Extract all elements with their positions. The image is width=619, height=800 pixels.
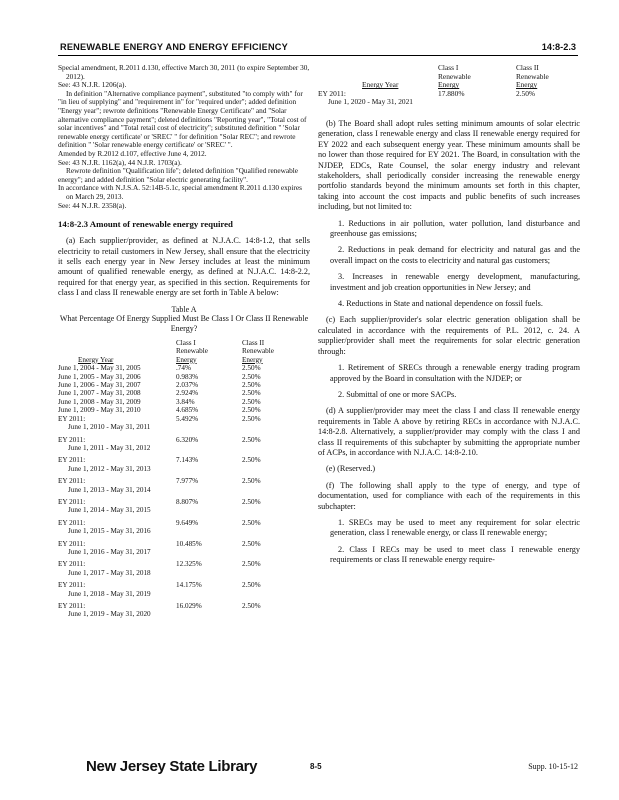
table-cell-class2: 2.50%: [242, 581, 261, 590]
table-cell-year-range: June 1, 2017 - May 31, 2018: [68, 568, 151, 577]
history-note: Special amendment, R.2011 d.130, effective March 30, 2011 (to expire September 30, 2012).: [58, 63, 310, 81]
table-row: [58, 498, 310, 506]
table-b-header-class2: Renewable: [516, 71, 549, 81]
table-a-header-row: [58, 356, 310, 364]
table-cell-class2: 2.50%: [242, 414, 261, 423]
table-cell-class1: 7.977%: [176, 477, 199, 486]
table-cell-class1: 10.485%: [176, 539, 202, 548]
table-row: [58, 415, 310, 423]
table-cell-class2: 2.50%: [242, 497, 261, 506]
table-cell-year: EY 2011:: [58, 560, 86, 569]
table-cell-class2: 2.50%: [516, 88, 536, 98]
table-cell-year: June 1, 2007 - May 31, 2008: [58, 389, 141, 398]
table-cell-year: EY 2011:: [58, 539, 86, 548]
table-row: [58, 398, 310, 406]
table-a: [58, 339, 310, 623]
table-cell-class2: 2.50%: [242, 381, 261, 390]
table-cell-year-range: June 1, 2013 - May 31, 2014: [68, 485, 151, 494]
header-title: RENEWABLE ENERGY AND ENERGY EFFICIENCY: [60, 42, 288, 52]
table-a-header-row: [58, 347, 310, 355]
table-row: [58, 364, 310, 372]
table-cell-class1: 4.685%: [176, 406, 199, 415]
list-item: 1. Reductions in air pollution, water pollution, land disturbance and greenhouse gas emissions;: [330, 218, 580, 239]
table-cell-class1: 8.807%: [176, 497, 199, 506]
table-row: [58, 423, 310, 435]
table-cell-class2: 2.50%: [242, 518, 261, 527]
table-cell-class1: 3.84%: [176, 397, 195, 406]
table-cell-class1: 2.924%: [176, 389, 199, 398]
table-cell-class1: 16.029%: [176, 602, 202, 610]
table-cell-class2: 2.50%: [242, 397, 261, 406]
table-cell-class2: 2.50%: [242, 406, 261, 415]
table-cell-class1: 6.320%: [176, 435, 199, 444]
table-cell-class2: 2.50%: [242, 539, 261, 548]
paragraph-d: (d) A supplier/provider may meet the class I and class II renewable energy requirements in Table A above by retiring RECs in accordance with N.J.A.C. 14:8-2.8. Alternatively, a supplier/provider may comply with the class I and class II requirements of this subchapter by submitting the appropriate number of ACPs, in accordance with N.J.A.C. 14:8-2.10.: [318, 406, 580, 457]
table-cell-year-range: June 1, 2019 - May 31, 2020: [68, 610, 151, 619]
library-watermark: New Jersey State Library: [86, 758, 258, 775]
table-a-continued: [318, 64, 580, 107]
table-cell-class1: 0.983%: [176, 372, 199, 381]
paragraph-f: (f) The following shall apply to the type of energy, and type of documentation, used for compliance with each of the requirements in this subchapter:: [318, 480, 580, 511]
table-cell-year-range: June 1, 2016 - May 31, 2017: [68, 547, 151, 556]
list-item: 2. Class I RECs may be used to meet class I renewable energy requirements or class II renewable energy require-: [330, 544, 580, 565]
table-cell-year-range: June 1, 2011 - May 31, 2012: [68, 443, 151, 452]
history-note: In accordance with N.J.S.A. 52:14B-5.1c, special amendment R.2011 d.130 expires on March 29, 2013.: [58, 183, 302, 201]
right-body: [318, 119, 580, 566]
table-row: [318, 98, 580, 107]
table-cell-class1: 7.143%: [176, 456, 199, 465]
table-row: [58, 610, 310, 622]
table-row: [58, 436, 310, 444]
table-cell-year: EY 2011:: [58, 581, 86, 590]
table-a-header-class2: Energy: [242, 355, 263, 364]
table-row: [58, 456, 310, 464]
table-cell-class2: 2.50%: [242, 435, 261, 444]
table-cell-class1: 14.175%: [176, 581, 202, 590]
table-b-header-class2: Energy: [516, 80, 538, 90]
table-a-header-class2: Renewable: [242, 347, 274, 356]
table-cell-class2: 2.50%: [242, 364, 261, 373]
list-item: 2. Reductions in peak demand for electricity and natural gas and the overall impact on the costs to electricity and natural gas customers;: [330, 245, 580, 265]
running-header: [58, 42, 578, 56]
list-item: 1. SRECs may be used to meet any requirement for solar electric generation, class I renewable energy, or class II renewable energy;: [330, 517, 580, 538]
table-cell-year: June 1, 2004 - May 31, 2005: [58, 364, 141, 373]
table-row: [58, 560, 310, 568]
table-cell-year: EY 2011:: [58, 456, 86, 465]
table-b-header-class2: Class II: [516, 63, 539, 72]
table-cell-year: EY 2011:: [58, 435, 86, 444]
table-cell-class2: 2.50%: [242, 560, 261, 569]
table-row: [58, 506, 310, 518]
left-column: [58, 64, 310, 623]
table-cell-year-range: June 1, 2012 - May 31, 2013: [68, 464, 151, 473]
table-row: [58, 569, 310, 581]
paragraph-c: (c) Each supplier/provider's solar electric generation obligation shall be calculated in accordance with the requirements of P.L. 2012, c. 24. A supplier/provider shall meet the requirements for solar electric generation through:: [318, 315, 580, 356]
list-item: 2. Submittal of one or more SACPs.: [338, 389, 457, 399]
table-row: [58, 548, 310, 560]
table-a-header-class1: Class I: [176, 339, 196, 348]
table-cell-year-range: June 1, 2014 - May 31, 2015: [68, 506, 151, 515]
history-note: Amended by R.2012 d.107, effective June 4, 2012.: [58, 148, 207, 158]
table-a-header-row: [58, 339, 310, 347]
history-notes: [58, 64, 310, 210]
history-note: Rewrote definition "Qualification life"; deleted definition "Qualified renewable energy"; and added definition "Solar electric generating facility".: [58, 166, 299, 184]
history-note: See: 43 N.J.R. 1162(a), 44 N.J.R. 1703(a).: [58, 157, 182, 167]
table-row: [58, 590, 310, 602]
table-cell-class1: 2.037%: [176, 381, 199, 390]
list-item: 4. Reductions in State and national dependence on fossil fuels.: [338, 299, 543, 309]
section-body: [58, 236, 310, 298]
table-row: [58, 444, 310, 456]
table-a-header-year: Energy Year: [78, 355, 114, 364]
table-cell-class2: 2.50%: [242, 389, 261, 398]
page-footer: [58, 756, 578, 780]
history-note: See: 43 N.J.R. 1206(a).: [58, 80, 127, 90]
table-row: [58, 519, 310, 527]
table-b-header-class1: Renewable: [438, 71, 471, 81]
table-a-caption: [58, 305, 310, 334]
table-row: [58, 540, 310, 548]
table-cell-year: EY 2011:: [58, 477, 86, 486]
table-cell-year: EY 2011:: [58, 497, 86, 506]
table-cell-class1: 12.325%: [176, 560, 202, 569]
table-row: [58, 477, 310, 485]
table-cell-class2: 2.50%: [242, 477, 261, 486]
table-row: [58, 381, 310, 389]
table-cell-class2: 2.50%: [242, 456, 261, 465]
table-a-title: What Percentage Of Energy Supplied Must Be Class I Or Class II Renewable Energy?: [59, 314, 309, 333]
table-cell-year: EY 2011:: [58, 602, 86, 610]
table-cell-class1: 17.880%: [438, 88, 465, 98]
list-item: 1. Retirement of SRECs through a renewable energy trading program approved by the Board in consultation with the NJDEP; or: [330, 363, 580, 383]
table-a-header-class1: Energy: [176, 355, 197, 364]
table-row: [58, 389, 310, 397]
history-note: In definition "Alternative compliance payment", substituted "to comply with" for "in lieu of supplying" and "requirement in" for "required under"; added definition "Energy year"; rewrote definitions "Renewable Energy Certificate" and "Solar alternative compliance payment"; deleted definitions "Reporting year", "Total cost of solar incentives" and "Total retail cost of electricity"; substituted definition " 'Solar renewable energy certificate' or 'SREC' " for definition "Solar REC"; and rewrote definition " 'Solar renewable energy certificate' or 'SREC' ".: [58, 88, 307, 150]
right-column: [318, 64, 580, 572]
table-row: [58, 602, 310, 610]
table-cell-year-range: June 1, 2015 - May 31, 2016: [68, 527, 151, 536]
table-row: [58, 465, 310, 477]
table-a-label: Table A: [171, 304, 197, 314]
table-cell-year-range: June 1, 2010 - May 31, 2011: [68, 423, 151, 432]
table-row: [58, 373, 310, 381]
table-cell-year-range: June 1, 2018 - May 31, 2019: [68, 589, 151, 598]
table-cell-year-range: June 1, 2020 - May 31, 2021: [328, 97, 413, 107]
header-section-number: 14:8-2.3: [541, 42, 576, 52]
table-cell-class2: 2.50%: [242, 372, 261, 381]
table-b-header-year: Energy Year: [362, 80, 399, 90]
paragraph-e: (e) (Reserved.): [326, 464, 376, 474]
table-row: [58, 581, 310, 589]
table-cell-year: June 1, 2006 - May 31, 2007: [58, 381, 141, 390]
table-cell-class1: 9.649%: [176, 518, 199, 527]
table-cell-year: EY 2011:: [318, 88, 346, 98]
table-cell-class1: 5.492%: [176, 414, 199, 423]
table-cell-class1: .74%: [176, 364, 191, 373]
section-heading: 14:8-2.3 Amount of renewable energy required: [58, 219, 233, 230]
table-cell-year: EY 2011:: [58, 518, 86, 527]
table-row: [58, 527, 310, 539]
page-number: 8-5: [310, 762, 322, 771]
table-b-header-class1: Class I: [438, 63, 459, 72]
table-row: [58, 406, 310, 414]
table-a-header-class2: Class II: [242, 339, 265, 348]
paragraph-b: (b) The Board shall adopt rules setting minimum amounts of solar electric generation, class I renewable energy and class II renewable energy required for EY 2022 and each subsequent energy year. These minimum amounts shall be no lower than those required for EY 2021. The Board, in consultation with the NJDEP, EDCs, Rate Counsel, the solar energy industry and relevant stakeholders, shall periodically consider increasing the renewable energy portfolio standards beyond the minimum amounts set forth in this chapter, taking into account the cost impacts and public benefits of such increases including, but not limited to:: [318, 118, 580, 212]
table-cell-year: June 1, 2008 - May 31, 2009: [58, 397, 141, 406]
table-row: [58, 486, 310, 498]
table-cell-year: June 1, 2005 - May 31, 2006: [58, 372, 141, 381]
history-note: See: 44 N.J.R. 2358(a).: [58, 200, 127, 210]
supplement-date: Supp. 10-15-12: [528, 762, 578, 771]
paragraph-a: (a) Each supplier/provider, as defined at N.J.A.C. 14:8-1.2, that sells electricity to retail customers in New Jersey, shall ensure that the electricity it sells each energy year in New Jersey includes at least the minimum amount of qualified renewable energy, as defined at N.J.A.C. 14:8-2.2, required for that energy year, as specified in this section. Requirements for class I and class II renewable energy are set forth in Table A below:: [58, 236, 310, 298]
table-b-header-class1: Energy: [438, 80, 460, 90]
table-cell-year: June 1, 2009 - May 31, 2010: [58, 406, 141, 415]
table-cell-class2: 2.50%: [242, 602, 261, 610]
list-item: 3. Increases in renewable energy development, manufacturing, investment and job creation opportunities in New Jersey; and: [330, 272, 580, 292]
table-a-header-class1: Renewable: [176, 347, 208, 356]
table-cell-year: EY 2011:: [58, 414, 86, 423]
